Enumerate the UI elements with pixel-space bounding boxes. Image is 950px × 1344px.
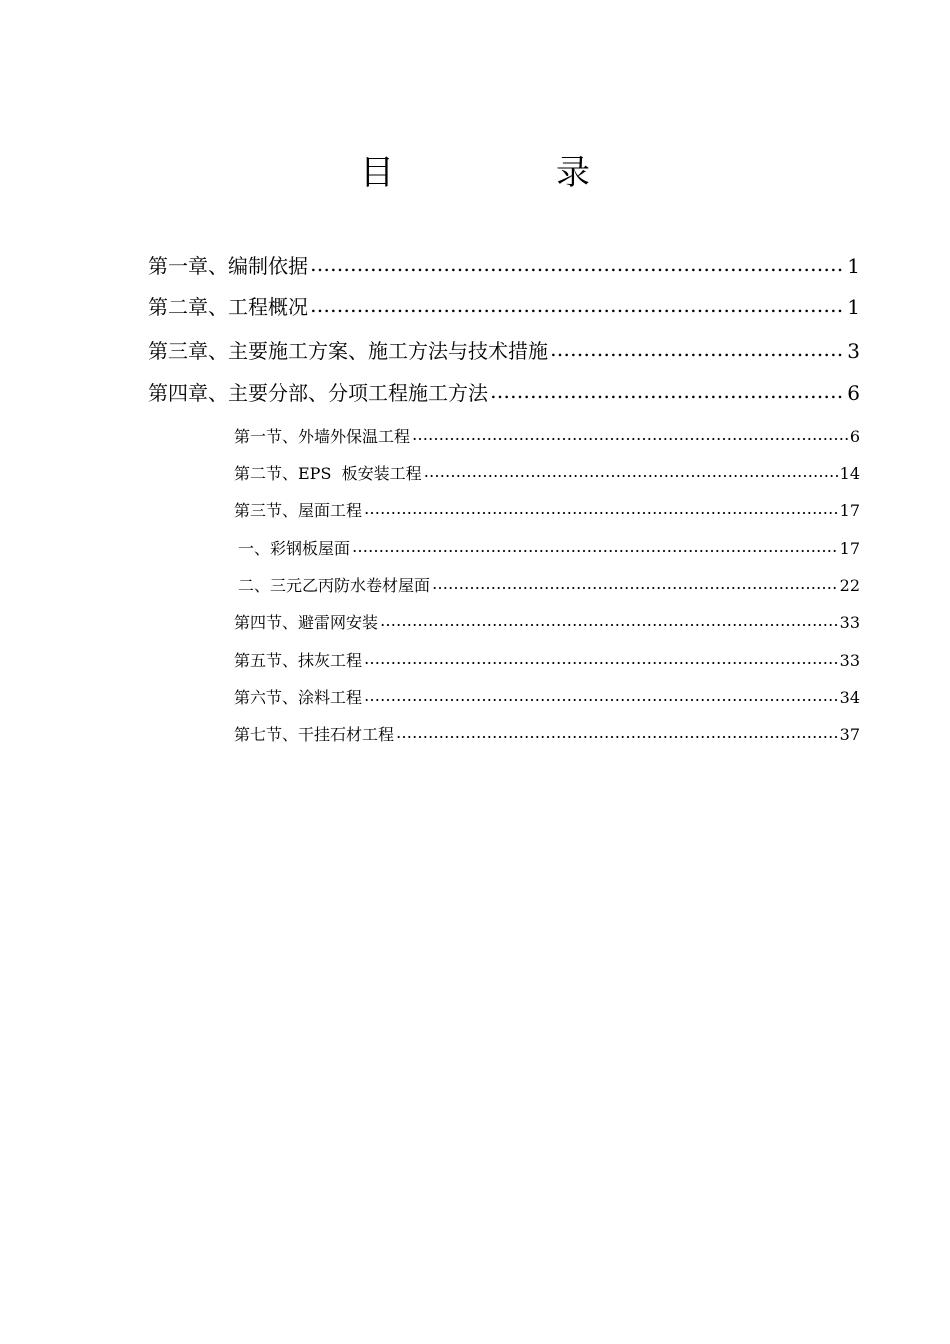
toc-entry-chapter-4[interactable] (148, 377, 860, 406)
toc-entry-page: 14 (839, 464, 860, 483)
toc-entry-label: 第五节、抹灰工程 (234, 651, 363, 670)
toc-entry-label: 第一章、编制依据 (148, 254, 308, 278)
toc-entry-page: 17 (839, 501, 860, 520)
toc-entry-label: 第三节、屋面工程 (234, 501, 363, 520)
toc-entry-page: 6 (849, 427, 860, 446)
toc-entry-page: 17 (839, 539, 860, 558)
toc-entry-section-3[interactable] (234, 498, 860, 521)
toc-leader-dots (364, 500, 838, 516)
toc-leader-dots (352, 538, 838, 554)
toc-entry-subsection-1[interactable] (238, 536, 860, 559)
toc-entry-chapter-2[interactable] (148, 291, 860, 320)
toc-leader-dots (310, 294, 845, 314)
toc-entry-section-7[interactable] (234, 722, 860, 745)
page-title: 目 录 (360, 153, 654, 193)
toc-entry-section-5[interactable] (234, 648, 860, 671)
toc-entry-section-2[interactable] (234, 461, 860, 484)
toc-entry-label: 一、彩钢板屋面 (238, 539, 351, 558)
toc-leader-dots (412, 426, 848, 442)
toc-entry-label: 第四章、主要分部、分项工程施工方法 (148, 381, 488, 405)
toc-entry-page: 1 (847, 254, 860, 278)
toc-leader-dots (364, 687, 838, 703)
toc-entry-section-4[interactable] (234, 610, 860, 633)
toc-entry-page: 1 (847, 295, 860, 319)
toc-entry-page: 3 (847, 339, 860, 363)
toc-entry-label: 第一节、外墙外保温工程 (234, 427, 411, 446)
toc-entry-section-6[interactable] (234, 685, 860, 708)
toc-entry-page: 33 (839, 613, 860, 632)
toc-entry-label: 第七节、干挂石材工程 (234, 725, 395, 744)
toc-entry-page: 34 (839, 688, 860, 707)
toc-entry-page: 6 (847, 381, 860, 405)
toc-entry-chapter-1[interactable] (148, 250, 860, 279)
toc-leader-dots (432, 575, 838, 591)
toc-entry-page: 22 (839, 576, 860, 595)
toc-leader-dots (396, 724, 838, 740)
toc-entry-label: 第六节、涂料工程 (234, 688, 363, 707)
toc-leader-dots (310, 253, 845, 273)
toc-leader-dots (490, 380, 845, 400)
toc-entry-section-1[interactable] (234, 424, 860, 447)
toc-entry-subsection-2[interactable] (238, 573, 860, 596)
toc-leader-dots (380, 612, 838, 628)
toc-entry-label: 第四节、避雷网安装 (234, 613, 379, 632)
toc-entry-label: 二、三元乙丙防水卷材屋面 (238, 576, 431, 595)
toc-entry-label: 第二章、工程概况 (148, 295, 308, 319)
toc-entry-chapter-3[interactable] (148, 335, 860, 364)
toc-leader-dots (424, 463, 838, 479)
toc-leader-dots (364, 650, 838, 666)
toc-entry-page: 33 (839, 651, 860, 670)
toc-entry-label: 第三章、主要施工方案、施工方法与技术措施 (148, 339, 548, 363)
toc-entry-label: 第二节、EPS 板安装工程 (234, 464, 422, 483)
toc-leader-dots (550, 338, 845, 358)
toc-entry-page: 37 (839, 725, 860, 744)
